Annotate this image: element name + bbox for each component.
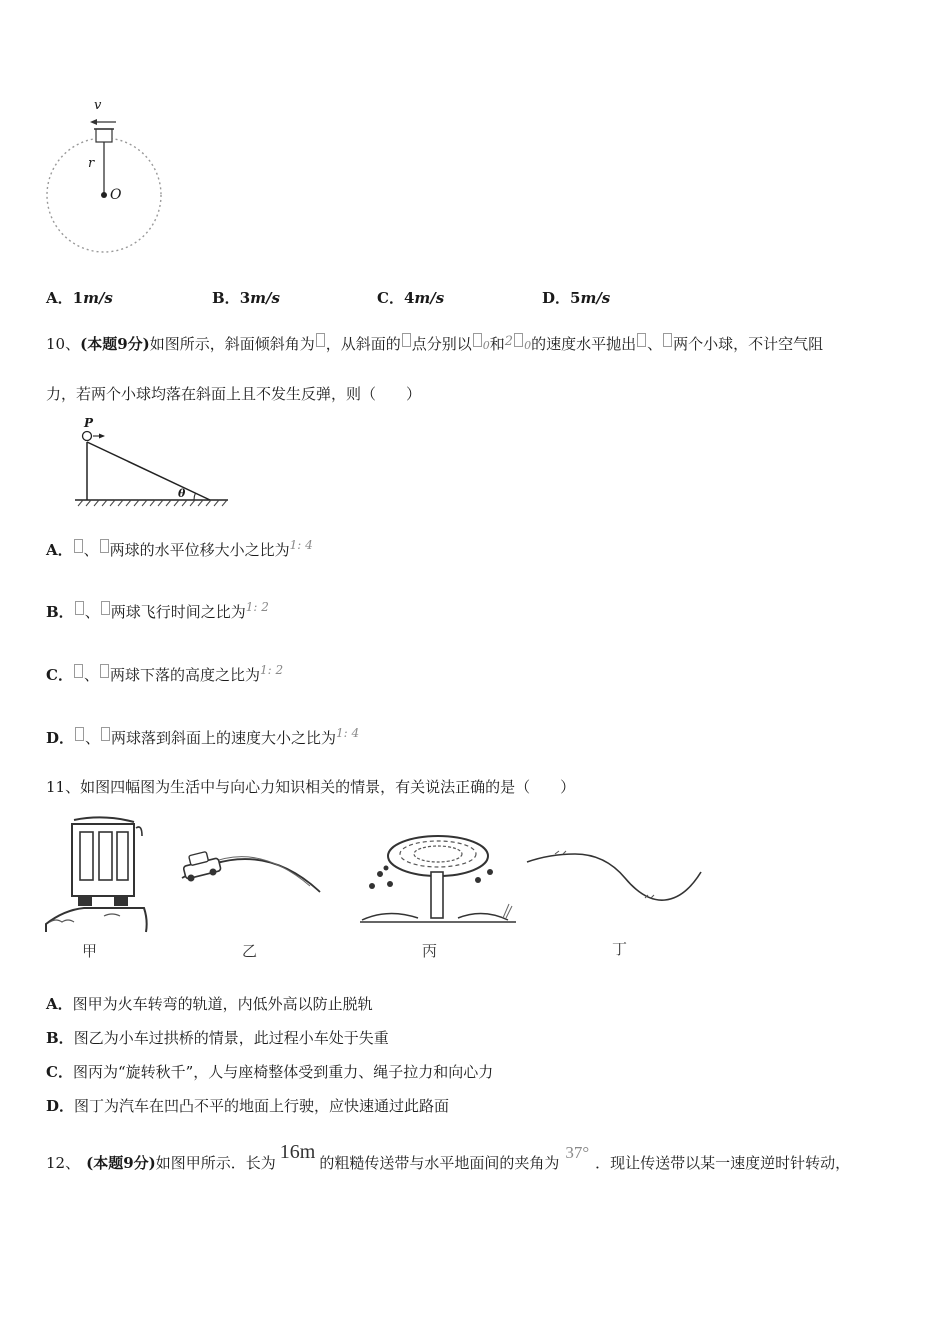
angle-arc [194, 493, 196, 500]
missing-glyph-icon [100, 539, 109, 553]
missing-glyph-icon [637, 333, 646, 347]
swing-top [388, 836, 488, 876]
q12-stem: 12、 (本题9分)如图甲所示．长为 16m 的粗糙传送带与水平地面间的夹角为37°．现让传送带以某一速度逆时针转动， [46, 1141, 851, 1172]
banked-ground [46, 908, 147, 932]
swing-pole [431, 872, 443, 918]
missing-glyph-icon [101, 601, 110, 615]
incline-figure [70, 420, 235, 510]
q9-option-c[interactable]: C．4m/s [377, 289, 445, 307]
missing-glyph-icon [75, 601, 84, 615]
q10-option-a[interactable]: A． 、 两球的水平位移大小之比为$^{1: 4}$ [46, 538, 313, 559]
velocity-label: v [94, 98, 102, 113]
q9-option-a[interactable]: A．1m/s [46, 289, 113, 307]
missing-glyph-icon [74, 539, 83, 553]
figure-bing-swing [358, 828, 518, 928]
radius-label: r [88, 156, 95, 171]
caption-ding: 丁 [612, 940, 628, 958]
bumpy-road [527, 854, 701, 900]
missing-glyph-icon [514, 333, 523, 347]
point-p-label: P [84, 416, 94, 430]
caption-jia: 甲 [82, 942, 98, 960]
train-body [72, 824, 134, 896]
center-label: O [110, 187, 122, 203]
theta-label: θ [178, 487, 186, 500]
missing-glyph-icon [74, 664, 83, 678]
ground-hatching [78, 500, 227, 506]
q10-stem-line2: 力，若两个小球均落在斜面上且不发生反弹，则（ ） [46, 385, 422, 403]
missing-glyph-icon [402, 333, 411, 347]
q10-stem-line1: 10、(本题9分)如图所示，斜面倾斜角为 ，从斜面的 点分别以 0和2 0的速度水平抛出 、 两个小球，不计空气阻 [46, 334, 824, 353]
q11-option-d[interactable]: D．图丁为汽车在凹凸不平的地面上行驶，应快速通过此路面 [46, 1097, 450, 1115]
missing-glyph-icon [663, 333, 672, 347]
missing-glyph-icon [75, 727, 84, 741]
q11-option-b[interactable]: B．图乙为小车过拱桥的情景，此过程小车处于失重 [46, 1029, 389, 1047]
missing-glyph-icon [100, 664, 109, 678]
figure-yi-bridge [178, 840, 326, 900]
circle-motion-figure [40, 95, 175, 265]
q9-option-b[interactable]: B．3m/s [212, 289, 280, 307]
missing-glyph-icon [101, 727, 110, 741]
center-point [101, 192, 107, 198]
missing-glyph-icon [473, 333, 482, 347]
q10-option-c[interactable]: C． 、 两球下落的高度之比为$^{1: 2}$ [46, 663, 284, 684]
q10-option-b[interactable]: B． 、 两球飞行时间之比为$^{1: 2}$ [46, 600, 269, 621]
q11-stem: 11、如图四幅图为生活中与向心力知识相关的情景，有关说法正确的是（ ） [46, 778, 576, 796]
figure-ding-road [525, 848, 705, 908]
slope-line [87, 442, 210, 500]
car [183, 852, 221, 882]
missing-glyph-icon [316, 333, 325, 347]
ball-p [83, 432, 92, 441]
ball-cup [96, 129, 112, 142]
caption-yi: 乙 [242, 942, 258, 960]
q11-option-c[interactable]: C．图丙为“旋转秋千”，人与座椅整体受到重力、绳子拉力和向心力 [46, 1063, 494, 1081]
q10-option-d[interactable]: D． 、 两球落到斜面上的速度大小之比为$^{1: 4}$ [46, 726, 360, 747]
q11-option-a[interactable]: A．图甲为火车转弯的轨道，内低外高以防止脱轨 [46, 995, 373, 1013]
q9-option-d[interactable]: D．5m/s [542, 289, 611, 307]
caption-bing: 丙 [422, 942, 438, 960]
figure-jia-train [44, 812, 149, 937]
